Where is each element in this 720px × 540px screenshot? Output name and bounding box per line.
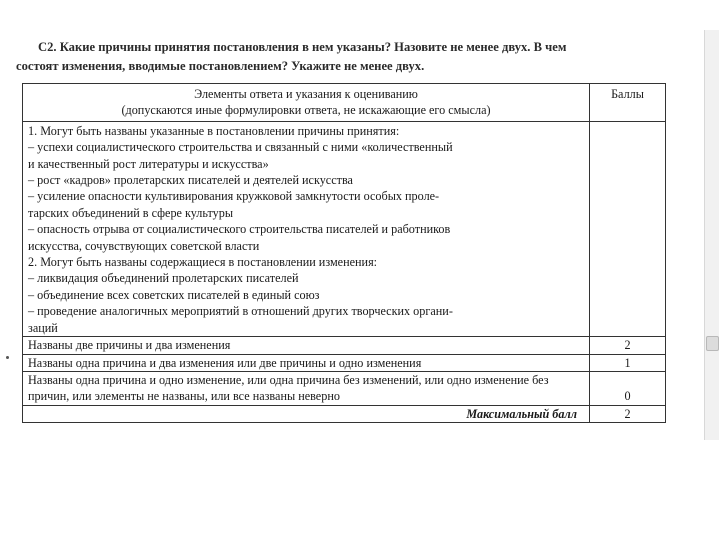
content-line: – рост «кадров» пролетарских писателей и деятелей искусства: [28, 173, 353, 188]
max-score-value: 2: [590, 405, 666, 422]
scrollbar-track[interactable]: [704, 30, 719, 440]
content-line: 1. Могут быть названы указанные в постановлении причины принятия:: [28, 123, 400, 138]
question-line-2: состоят изменения, вводимые постановлением? Укажите не менее двух.: [16, 59, 425, 73]
bullet-dot: [6, 356, 9, 359]
content-line: 2. Могут быть названы содержащиеся в постановлении изменения:: [28, 255, 378, 270]
criteria-row: [23, 337, 666, 354]
content-line: искусства, сочувствующих советской власти: [28, 238, 260, 253]
scrollbar-thumb[interactable]: [706, 336, 719, 351]
content-line: – объединение всех советских писателей в единый союз: [28, 287, 320, 302]
content-line: – ликвидация объединений пролетарских писателей: [28, 271, 299, 286]
max-score-row: [23, 405, 666, 422]
criteria-score: 1: [590, 354, 666, 371]
criteria-text: Названы две причины и два изменения: [23, 337, 590, 354]
criteria-row: [23, 371, 666, 405]
header-score-cell: Баллы: [590, 84, 666, 122]
header-title: Элементы ответа и указания к оцениванию: [194, 87, 418, 101]
question-line-1: С2. Какие причины принятия постановления в нем указаны? Назовите не менее двух. В чем: [38, 40, 567, 54]
content-line: заций: [28, 320, 58, 335]
content-score-cell: [590, 121, 666, 336]
criteria-row: [23, 354, 666, 371]
content-line: – проведение аналогичных мероприятий в отношений других творческих органи-: [28, 304, 453, 319]
header-subtitle: (допускаются иные формулировки ответа, не искажающие его смысла): [121, 103, 491, 118]
content-line: тарских объединений в сфере культуры: [28, 205, 234, 220]
content-line: – успехи социалистического строительства и связанный с ними «количественный: [28, 140, 453, 155]
criteria-text: Названы одна причина и одно изменение, или одна причина без изменений, или одно изменение без причин, или элементы не названы, или все названы неверно: [23, 371, 590, 405]
criteria-score: 2: [590, 337, 666, 354]
content-line: – опасность отрыва от социалистического строительства писателей и работников: [28, 222, 451, 237]
content-line: – усиление опасности культивирования кружковой замкнутости особых проле-: [28, 189, 440, 204]
content-row: [23, 121, 666, 336]
max-score-label: Максимальный балл: [23, 405, 590, 422]
content-line: и качественный рост литературы и искусства»: [28, 156, 269, 171]
criteria-score: 0: [590, 371, 666, 405]
grading-table: [22, 83, 666, 423]
table-header-row: [23, 84, 666, 122]
criteria-text: Названы одна причина и два изменения или две причины и одно изменения: [23, 354, 590, 371]
header-content-cell: [23, 84, 590, 122]
answer-elements-cell: [23, 121, 590, 336]
question-text: [16, 38, 702, 76]
